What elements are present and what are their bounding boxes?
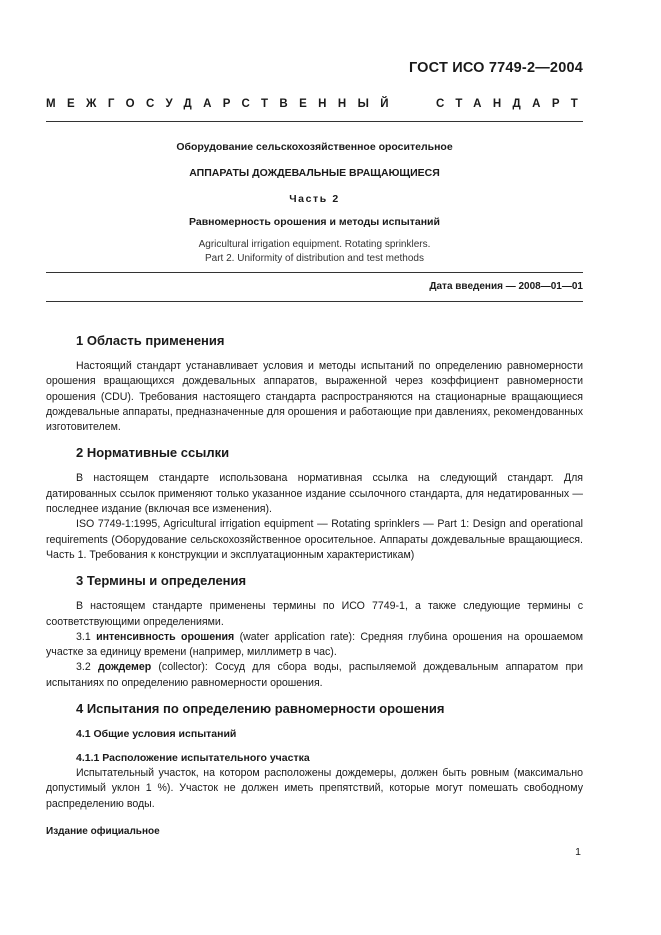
banner-interstate: МЕЖГОСУДАРСТВЕННЫЙ bbox=[46, 98, 400, 110]
section-2-paragraph-2: ISO 7749-1:1995, Agricultural irrigation equipment — Rotating sprinklers — Part 1: Design and operational requirements (Оборудование сельскохозяйственное оросительное. Аппараты дождевальные вращающиеся. Часть 1. Требования к конструкции и эксплуатационным характеристикам) bbox=[46, 518, 583, 561]
section-4-heading: 4 Испытания по определению равномерности орошения bbox=[76, 701, 445, 717]
standard-number: ГОСТ ИСО 7749-2—2004 bbox=[408, 60, 583, 76]
english-title-line-1: Agricultural irrigation equipment. Rotating sprinklers. bbox=[198, 239, 431, 250]
section-2-paragraph-1: В настоящем стандарте использована нормативная ссылка на следующий стандарт. Для датированных ссылок применяют только указанное издание ссылочного стандарта, для недатированных — последнее издание (включая все изменения). bbox=[46, 472, 583, 516]
document-body bbox=[46, 333, 583, 812]
section-1-heading: 1 Область применения bbox=[76, 333, 225, 348]
term-3-1-number: 3.1 bbox=[76, 630, 91, 643]
header-rule bbox=[46, 121, 583, 122]
banner-standard: СТАНДАРТ bbox=[436, 98, 590, 110]
date-rule bbox=[46, 301, 583, 302]
term-3-2-definition: (collector): Сосуд для сбора воды, распыляемой дождевальным аппаратом при испытаниях по определению равномерности орошения. bbox=[46, 661, 583, 689]
introduction-date: Дата введения — 2008—01—01 bbox=[429, 281, 583, 292]
official-edition-label: Издание официальное bbox=[46, 826, 160, 837]
subsection-4-1-heading: 4.1 Общие условия испытаний bbox=[76, 728, 237, 741]
subsection-4-1-1-heading: 4.1.1 Расположение испытательного участка bbox=[76, 752, 310, 765]
term-3-1-term: интенсивность орошения bbox=[96, 630, 235, 643]
page-number: 1 bbox=[575, 846, 581, 858]
section-2-heading: 2 Нормативные ссылки bbox=[76, 445, 230, 461]
term-3-1-definition: (water application rate): Средняя глубина орошения на орошаемом участке за единицу времени (например, миллиметр в час). bbox=[46, 630, 583, 659]
term-3-2-term: дождемер bbox=[97, 661, 152, 674]
section-3-heading: 3 Термины и определения bbox=[76, 573, 247, 589]
title-subtitle: Равномерность орошения и методы испытаний bbox=[189, 216, 440, 228]
title-rule bbox=[46, 272, 583, 273]
section-3-paragraph: В настоящем стандарте применены термины по ИСО 7749-1, а также следующие термины с соответствующими определениями. bbox=[46, 600, 583, 628]
title-part: Часть 2 bbox=[289, 193, 340, 205]
title-main: АППАРАТЫ ДОЖДЕВАЛЬНЫЕ ВРАЩАЮЩИЕСЯ bbox=[189, 167, 440, 179]
english-title-line-2: Part 2. Uniformity of distribution and test methods bbox=[205, 253, 424, 264]
term-3-2-number: 3.2 bbox=[76, 661, 91, 674]
section-1-paragraph: Настоящий стандарт устанавливает условия и методы испытаний по определению равномерности орошения вращающихся дождевальных аппаратов, выраженной через коэффициент равномерности орошения (CDU). Требования настоящего стандарта распространяются на стационарные вращающиеся дождевальные аппараты, предназначенные для орошения и работающие при давлениях, рекомендованных изготовителем. bbox=[46, 360, 583, 434]
term-3-2 bbox=[46, 660, 583, 691]
term-3-1 bbox=[46, 630, 583, 661]
section-4-paragraph: Испытательный участок, на котором расположены дождемеры, должен быть ровным (максимально допустимый уклон 1 %). Участок не должен иметь препятствий, которые могут помешать свободному распределению воды. bbox=[46, 767, 583, 810]
title-category: Оборудование сельскохозяйственное оросительное bbox=[176, 141, 453, 153]
